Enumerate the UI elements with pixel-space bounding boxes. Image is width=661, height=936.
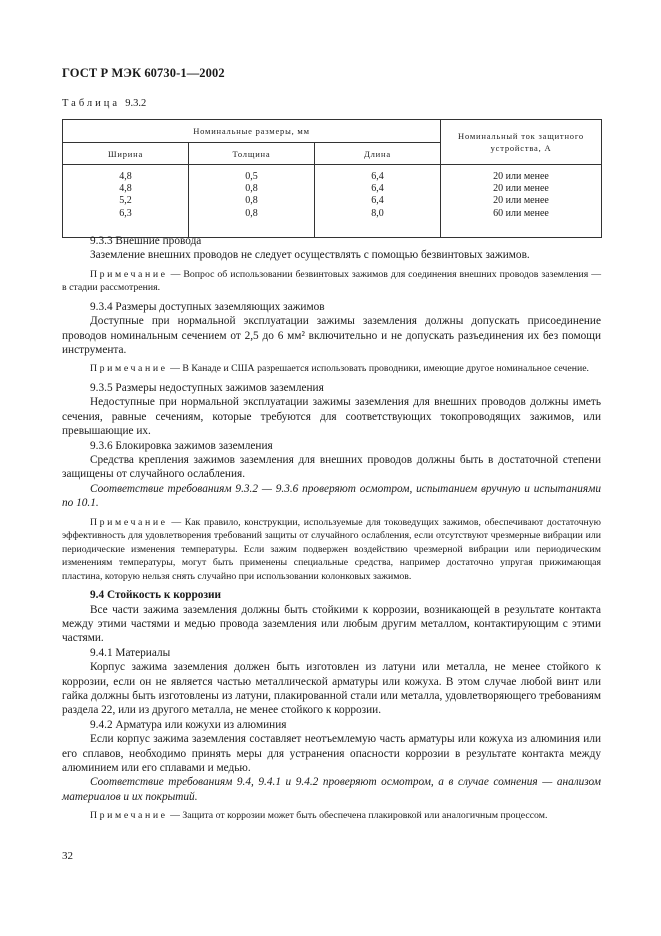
table-col-current xyxy=(441,165,602,238)
table-cell: 4,8 xyxy=(119,183,132,195)
section-9-3-6-text: Средства крепления зажимов заземления для внешних проводов должны быть в достаточной степени защищены от случайного ослабления. xyxy=(62,453,601,481)
note-4-text: — Защита от коррозии может быть обеспечена плакировкой или аналогичным процессом. xyxy=(167,810,548,822)
table-caption-word: Таблица xyxy=(62,98,121,109)
section-9-4-title: 9.4 Стойкость к коррозии xyxy=(90,589,221,602)
table-cell: 0,8 xyxy=(245,183,258,195)
table-cell: 6,4 xyxy=(371,183,384,195)
note-label: Примечание xyxy=(90,363,168,375)
body-text xyxy=(62,234,601,823)
section-9-4-2-title: 9.4.2 Арматура или кожухи из алюминия xyxy=(90,718,287,731)
note-2 xyxy=(62,362,601,376)
table-cell: 4,8 xyxy=(119,171,132,182)
table-cell: 5,2 xyxy=(119,195,132,207)
note-2-text: — В Канаде и США разрешается использовать проводники, имеющие другое номинальное сечение. xyxy=(167,363,589,375)
table-header-current: Номинальный ток защитного устройства, А xyxy=(441,120,602,165)
table-cell: 20 или менее xyxy=(493,171,549,182)
section-9-3-3-title: 9.3.3 Внешние провода xyxy=(90,235,202,247)
note-3-text: — Как правило, конструкции, используемые для токоведущих зажимов, обеспечивают достаточную эффективность для удовлетворения требований защиты от случайного ослабления, если отсутствуют чрезмерные вибрации или периодические изменения температуры. Если зажим подвержен воздействию чрезмерной вибрации или периодическим изменениям температуры, могут быть применены специальные средства, например достаточно упругая прижимающая пластина, которую нельзя снять случайно при использовании колонковых зажимов. xyxy=(62,516,601,582)
dimensions-table xyxy=(62,119,602,238)
table-col-length xyxy=(315,165,441,238)
note-4 xyxy=(62,809,601,823)
section-9-3-5-title: 9.3.5 Размеры недоступных зажимов заземления xyxy=(90,381,324,394)
section-9-3-4-text: Доступные при нормальной эксплуатации зажимы заземления должны допускать присоединение проводов номинальным сечением от 2,5 до 6 мм² включительно и не допускать разъединения их без помощи инструмента. xyxy=(62,315,601,357)
section-9-3-3-text: Заземление внешних проводов не следует осуществлять с помощью безвинтовых зажимов. xyxy=(90,249,530,262)
section-9-3-5-text: Недоступные при нормальной эксплуатации зажимы заземления для внешних проводов должны иметь сечения, равные сечениям, которые требуются для соответствующих токопроводящих зажимов, или превышающие их. xyxy=(62,396,601,438)
section-9-4-1-text: Корпус зажима заземления должен быть изготовлен из латуни или металла, не менее стойкого к коррозии, если он не является частью металлической арматуры или кожуха. В этом случае любой винт или гайка должны быть изготовлены из латуни, плакированной стали или металла, удовлетворяющего требованиям раздела 22, или из другого металла, не менее стойкого к коррозии. xyxy=(62,661,601,717)
section-9-4-1-title: 9.4.1 Материалы xyxy=(90,646,171,659)
table-cell: 6,3 xyxy=(119,207,132,219)
note-label: Примечание xyxy=(90,516,168,528)
table-header-width: Ширина xyxy=(63,143,189,165)
section-9-4-2-text: Если корпус зажима заземления составляет неотъемлемую часть арматуры или кожуха из алюминия или его сплавов, необходимо принять меры для устранения опасности коррозии в результате контакта между алюминием или его сплавами и медью. xyxy=(62,733,601,774)
table-cell: 6,4 xyxy=(371,195,384,207)
table-col-thickness xyxy=(189,165,315,238)
section-9-3-6-check: Соответствие требованиям 9.3.2 — 9.3.6 проверяют осмотром, испытанием вручную и испытаниями по 10.1. xyxy=(62,482,601,510)
note-label: Примечание xyxy=(90,810,168,822)
section-9-3-6-title: 9.3.6 Блокировка зажимов заземления xyxy=(90,439,273,452)
table-header-length: Длина xyxy=(315,143,441,165)
table-cell: 0,8 xyxy=(245,195,258,207)
page-number: 32 xyxy=(62,850,73,862)
section-9-4-text: Все части зажима заземления должны быть стойкими к коррозии, возникающей в результате контакта между этими частями и медью провода заземления или любым другим металлом, контактирующим с этими частями. xyxy=(62,603,601,645)
note-3 xyxy=(62,516,601,584)
table-cell: 20 или менее xyxy=(493,195,549,207)
table-caption xyxy=(62,98,146,109)
note-label: Примечание xyxy=(90,268,168,280)
table-header-thickness: Толщина xyxy=(189,143,315,165)
table-cell: 60 или менее xyxy=(493,207,549,219)
section-9-4-check: Соответствие требованиям 9.4, 9.4.1 и 9.4.2 проверяют осмотром, а в случае сомнения — анализом материалов и их покрытий. xyxy=(62,776,601,803)
table-cell: 20 или менее xyxy=(493,183,549,195)
table-cell: 8,0 xyxy=(371,207,384,219)
table-group-header: Номинальные размеры, мм xyxy=(63,120,441,143)
table-cell: 0,5 xyxy=(245,171,258,182)
document-header: ГОСТ Р МЭК 60730-1—2002 xyxy=(62,66,225,80)
table-cell: 0,8 xyxy=(245,207,258,219)
table-cell: 6,4 xyxy=(371,171,384,182)
note-1-text: — Вопрос об использовании безвинтовых зажимов для соединения внешних проводов заземления — в стадии рассмотрения. xyxy=(62,268,601,294)
section-9-3-4-title: 9.3.4 Размеры доступных заземляющих зажимов xyxy=(90,300,325,313)
table-col-width xyxy=(63,165,189,238)
table-caption-number: 9.3.2 xyxy=(125,98,147,109)
note-1 xyxy=(62,268,601,295)
